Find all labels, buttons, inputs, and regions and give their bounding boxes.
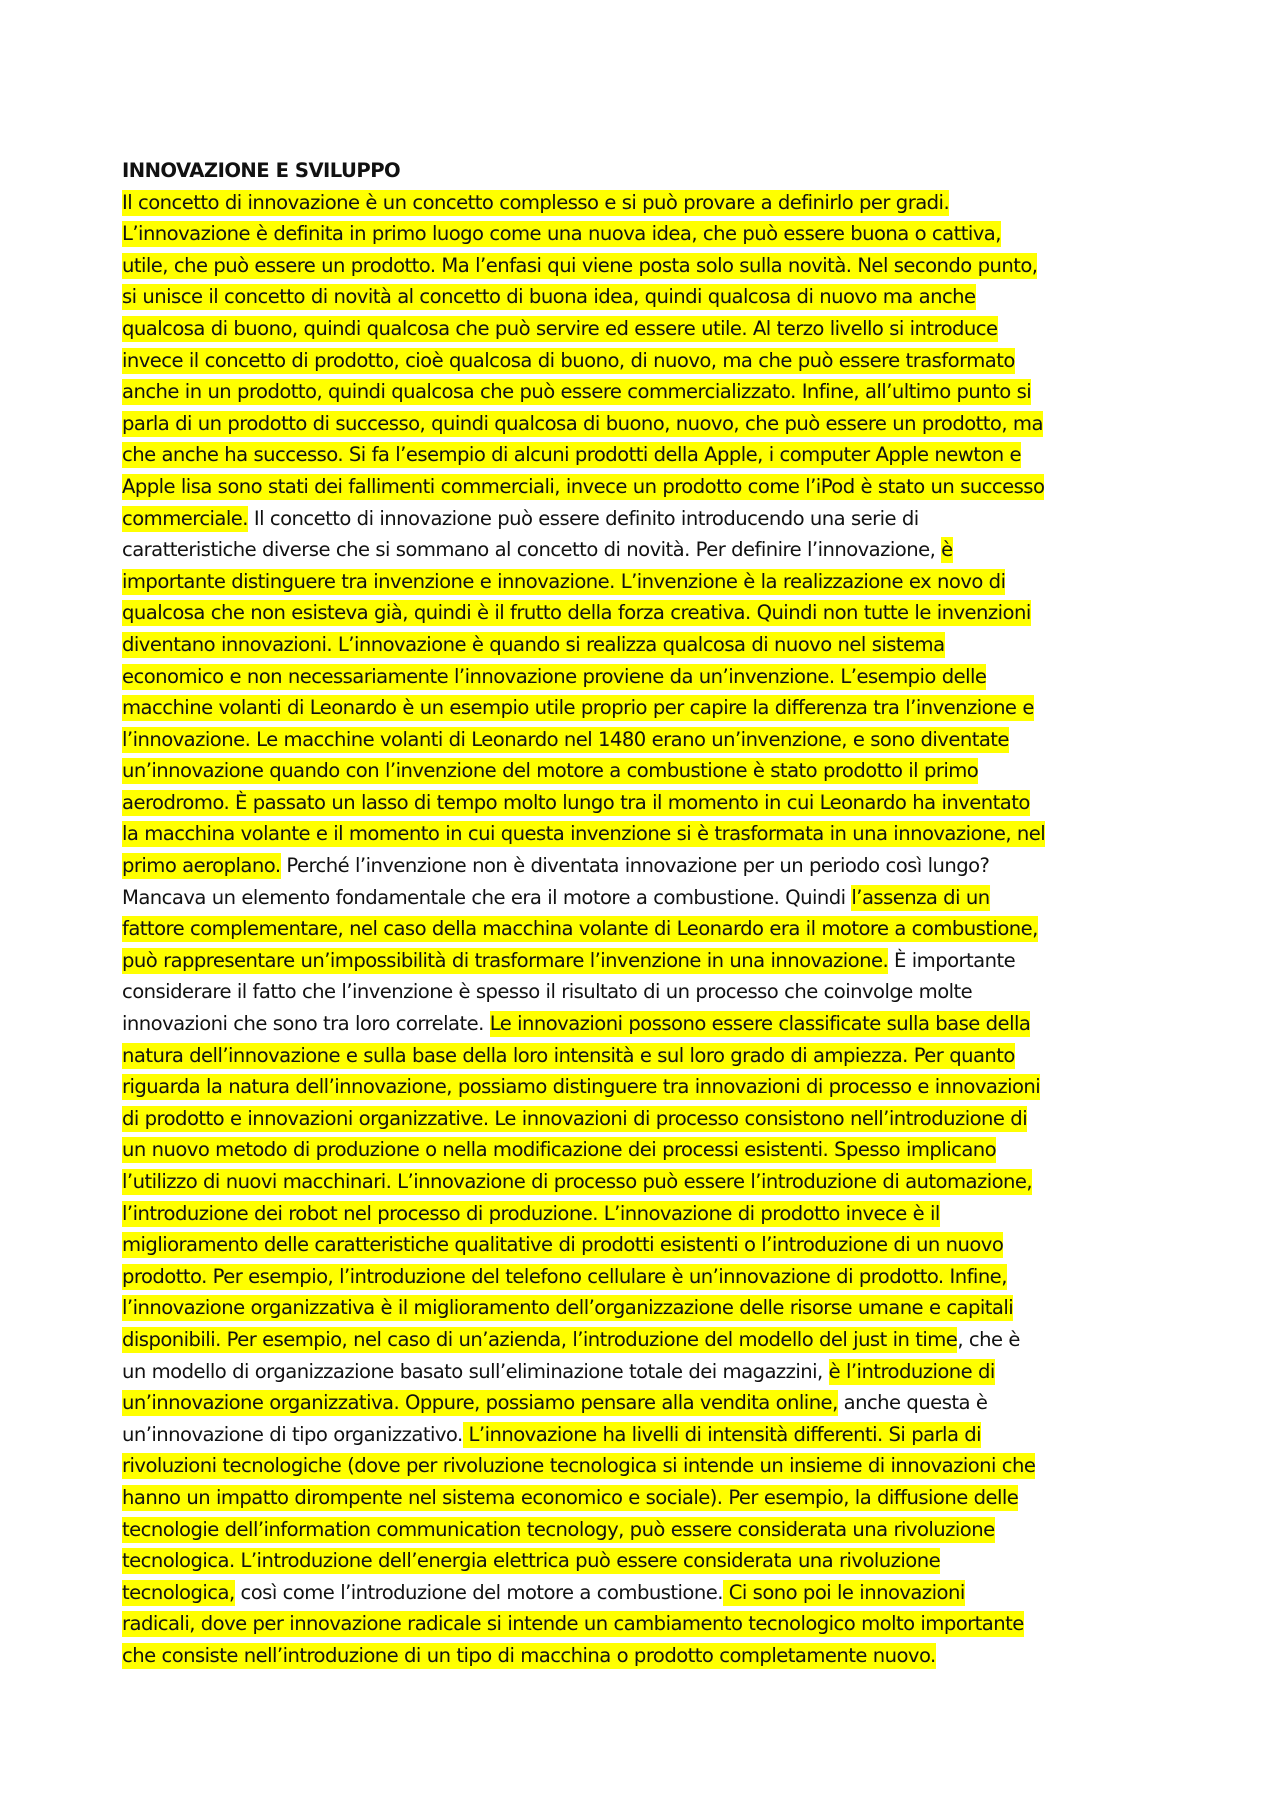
highlighted-text: la macchina volante e il momento in cui questa invenzione si è trasformata in una innovazione, nel bbox=[122, 822, 1046, 846]
highlighted-text: aerodromo. È passato un lasso di tempo molto lungo tra il momento in cui Leonardo ha inventato bbox=[122, 790, 1030, 814]
text-line bbox=[122, 218, 1172, 250]
text-line bbox=[122, 1608, 1172, 1640]
text-line bbox=[122, 1008, 1172, 1040]
document-body bbox=[122, 155, 1172, 1672]
highlighted-text: primo aeroplano. bbox=[122, 854, 281, 878]
text-line bbox=[122, 250, 1172, 282]
body-text: caratteristiche diverse che si sommano al concetto di novità. Per definire l’innovazione, bbox=[122, 538, 942, 562]
text-line bbox=[122, 503, 1172, 535]
highlighted-text: miglioramento delle caratteristiche qualitative di prodotti esistenti o l’introduzione di un nuovo bbox=[122, 1233, 1004, 1257]
text-line bbox=[122, 755, 1172, 787]
highlighted-text: diventano innovazioni. L’innovazione è quando si realizza qualcosa di nuovo nel sistema bbox=[122, 632, 945, 656]
text-line bbox=[122, 629, 1172, 661]
text-line bbox=[122, 1387, 1172, 1419]
highlighted-text: prodotto. Per esempio, l’introduzione del telefono cellulare è un’innovazione di prodotto. Infine, bbox=[122, 1264, 1007, 1288]
text-line bbox=[122, 1640, 1172, 1672]
highlighted-text: commerciale. bbox=[122, 506, 248, 530]
highlighted-text: importante distinguere tra invenzione e innovazione. L’invenzione è la realizzazione ex novo di bbox=[122, 569, 1006, 593]
text-line bbox=[122, 566, 1172, 598]
highlighted-text: è l’introduzione di bbox=[828, 1359, 995, 1383]
text-line bbox=[122, 850, 1172, 882]
text-line bbox=[122, 692, 1172, 724]
text-line bbox=[122, 408, 1172, 440]
text-line bbox=[122, 313, 1172, 345]
highlighted-text: hanno un impatto dirompente nel sistema economico e sociale). Per esempio, la diffusione delle bbox=[122, 1485, 1019, 1509]
highlighted-text: tecnologica. L’introduzione dell’energia elettrica può essere considerata una rivoluzione bbox=[122, 1549, 941, 1573]
highlighted-text: un nuovo metodo di produzione o nella modificazione dei processi esistenti. Spesso implicano bbox=[122, 1138, 997, 1162]
text-line bbox=[122, 1261, 1172, 1293]
body-text: Il concetto di innovazione può essere definito introducendo una serie di bbox=[247, 506, 919, 530]
body-text: Mancava un elemento fondamentale che era il motore a combustione. Quindi bbox=[122, 885, 852, 909]
highlighted-text: un’innovazione quando con l’invenzione del motore a combustione è stato prodotto il primo bbox=[122, 759, 979, 783]
text-line bbox=[122, 1166, 1172, 1198]
body-text: considerare il fatto che l’invenzione è spesso il risultato di un processo che coinvolge molte bbox=[122, 980, 973, 1004]
highlighted-text: l’innovazione. Le macchine volanti di Leonardo nel 1480 erano un’invenzione, e sono diventate bbox=[122, 727, 1009, 751]
highlighted-text: l’introduzione dei robot nel processo di produzione. L’innovazione di prodotto invece è il bbox=[122, 1201, 940, 1225]
text-line bbox=[122, 534, 1172, 566]
highlighted-text: di prodotto e innovazioni organizzative. Le innovazioni di processo consistono nell’introduzione di bbox=[122, 1106, 1028, 1130]
text-line bbox=[122, 661, 1172, 693]
highlighted-text: riguarda la natura dell’innovazione, possiamo distinguere tra innovazioni di processo e innovazioni bbox=[122, 1075, 1041, 1099]
text-line bbox=[122, 1229, 1172, 1261]
text-line bbox=[122, 1324, 1172, 1356]
text-line bbox=[122, 1103, 1172, 1135]
text-line bbox=[122, 1071, 1172, 1103]
text-line bbox=[122, 187, 1172, 219]
highlighted-text: radicali, dove per innovazione radicale si intende un cambiamento tecnologico molto importante bbox=[122, 1612, 1024, 1636]
text-line bbox=[122, 1545, 1172, 1577]
highlighted-text: parla di un prodotto di successo, quindi qualcosa di buono, nuovo, che può essere un prodotto, ma bbox=[122, 411, 1043, 435]
highlighted-text: macchine volanti di Leonardo è un esempio utile proprio per capire la differenza tra l’invenzione e bbox=[122, 696, 1034, 720]
highlighted-text: rivoluzioni tecnologiche (dove per rivoluzione tecnologica si intende un insieme di innovazioni che bbox=[122, 1454, 1036, 1478]
highlighted-text: disponibili. Per esempio, nel caso di un’azienda, l’introduzione del modello del just in time bbox=[122, 1327, 958, 1351]
highlighted-text: Ci sono poi le innovazioni bbox=[722, 1580, 965, 1604]
text-line bbox=[122, 945, 1172, 977]
text-line bbox=[122, 1356, 1172, 1388]
highlighted-text: anche in un prodotto, quindi qualcosa che può essere commercializzato. Infine, all’ultimo punto si bbox=[122, 380, 1032, 404]
text-line bbox=[122, 1482, 1172, 1514]
text-line bbox=[122, 1134, 1172, 1166]
body-text: È importante bbox=[888, 948, 1016, 972]
highlighted-text: si unisce il concetto di novità al concetto di buona idea, quindi qualcosa di nuovo ma anche bbox=[122, 285, 976, 309]
text-line bbox=[122, 1198, 1172, 1230]
text-line bbox=[122, 281, 1172, 313]
highlighted-text: natura dell’innovazione e sulla base della loro intensità e sul loro grado di ampiezza. Per quanto bbox=[122, 1043, 1015, 1067]
highlighted-text: L’innovazione è definita in primo luogo come una nuova idea, che può essere buona o cattiva, bbox=[122, 222, 1001, 246]
text-line bbox=[122, 882, 1172, 914]
highlighted-text: Apple lisa sono stati dei fallimenti commerciali, invece un prodotto come l’iPod è stato un successo bbox=[122, 474, 1045, 498]
highlighted-text: L’innovazione ha livelli di intensità differenti. Si parla di bbox=[462, 1422, 982, 1446]
text-line bbox=[122, 1292, 1172, 1324]
text-line bbox=[122, 1040, 1172, 1072]
body-text: così come l’introduzione del motore a combustione. bbox=[234, 1580, 723, 1604]
highlighted-text: invece il concetto di prodotto, cioè qualcosa di buono, di nuovo, ma che può essere trasformato bbox=[122, 348, 1015, 372]
text-line bbox=[122, 439, 1172, 471]
body-text: un’innovazione di tipo organizzativo. bbox=[122, 1422, 463, 1446]
highlighted-text: un’innovazione organizzativa. Oppure, possiamo pensare alla vendita online, bbox=[122, 1391, 838, 1415]
highlighted-text: può rappresentare un’impossibilità di trasformare l’invenzione in una innovazione. bbox=[122, 948, 889, 972]
document-text bbox=[122, 187, 1172, 1672]
highlighted-text: qualcosa che non esisteva già, quindi è il frutto della forza creativa. Quindi non tutte le invenzioni bbox=[122, 601, 1031, 625]
highlighted-text: Le innovazioni possono essere classificate sulla base della bbox=[489, 1012, 1031, 1036]
body-text: un modello di organizzazione basato sull’eliminazione totale dei magazzini, bbox=[122, 1359, 829, 1383]
highlighted-text: che consiste nell’introduzione di un tipo di macchina o prodotto completamente nuovo. bbox=[122, 1643, 936, 1667]
highlighted-text: tecnologica, bbox=[122, 1580, 235, 1604]
highlighted-text: utile, che può essere un prodotto. Ma l’enfasi qui viene posta solo sulla novità. Nel secondo punto, bbox=[122, 253, 1038, 277]
text-line bbox=[122, 787, 1172, 819]
text-line bbox=[122, 471, 1172, 503]
text-line bbox=[122, 345, 1172, 377]
body-text: Perché l’invenzione non è diventata innovazione per un periodo così lungo? bbox=[280, 854, 990, 878]
highlighted-text: Il concetto di innovazione è un concetto complesso e si può provare a definirlo per gradi. bbox=[122, 190, 950, 214]
body-text: innovazioni che sono tra loro correlate. bbox=[122, 1012, 490, 1036]
text-line bbox=[122, 1419, 1172, 1451]
highlighted-text: tecnologie dell’information communication tecnology, può essere considerata una rivoluzione bbox=[122, 1517, 995, 1541]
body-text: , che è bbox=[957, 1327, 1020, 1351]
text-line bbox=[122, 376, 1172, 408]
highlighted-text: qualcosa di buono, quindi qualcosa che può servire ed essere utile. Al terzo livello si introduce bbox=[122, 316, 998, 340]
highlighted-text: l’innovazione organizzativa è il miglioramento dell’organizzazione delle risorse umane e capitali bbox=[122, 1296, 1014, 1320]
body-text: anche questa è bbox=[837, 1391, 988, 1415]
text-line bbox=[122, 1450, 1172, 1482]
highlighted-text: che anche ha successo. Si fa l’esempio di alcuni prodotti della Apple, i computer Apple newton e bbox=[122, 443, 1022, 467]
text-line bbox=[122, 724, 1172, 756]
text-line bbox=[122, 976, 1172, 1008]
highlighted-text: l’utilizzo di nuovi macchinari. L’innovazione di processo può essere l’introduzione di automazione, bbox=[122, 1170, 1033, 1193]
text-line bbox=[122, 818, 1172, 850]
document-title: INNOVAZIONE E SVILUPPO bbox=[122, 159, 401, 182]
highlighted-text: fattore complementare, nel caso della macchina volante di Leonardo era il motore a combustione, bbox=[122, 917, 1038, 941]
text-line bbox=[122, 1514, 1172, 1546]
text-line bbox=[122, 1577, 1172, 1609]
highlighted-text: l’assenza di un bbox=[851, 885, 990, 909]
highlighted-text: è bbox=[941, 538, 953, 562]
text-line bbox=[122, 597, 1172, 629]
text-line bbox=[122, 913, 1172, 945]
highlighted-text: economico e non necessariamente l’innovazione proviene da un’invenzione. L’esempio delle bbox=[122, 664, 987, 688]
